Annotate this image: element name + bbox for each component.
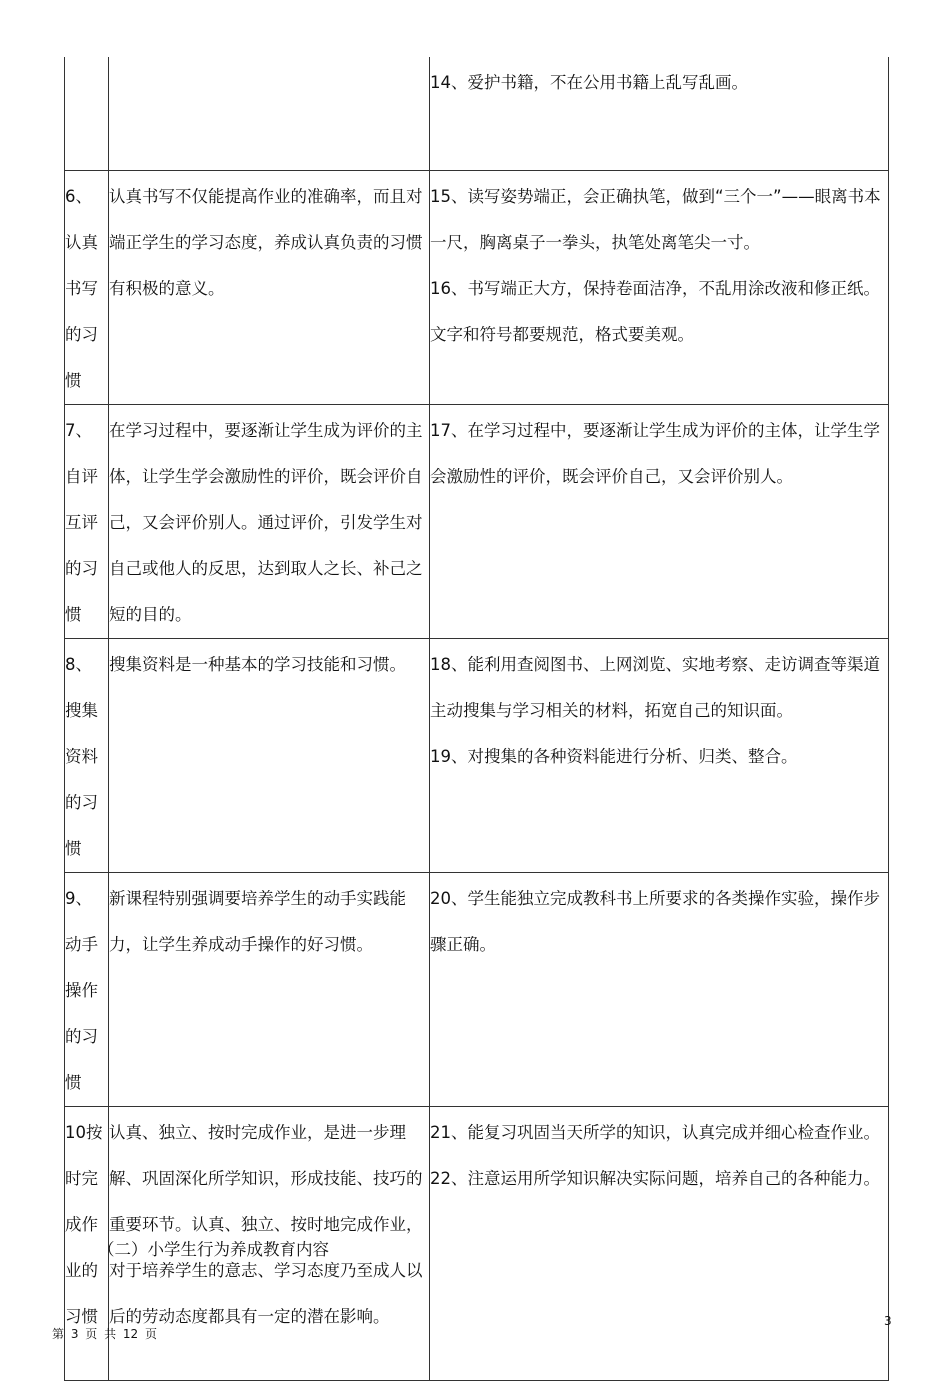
explanation-cell: 搜集资料是一种基本的学习技能和习惯。	[109, 638, 430, 872]
explanation-cell: 新课程特别强调要培养学生的动手实践能力，让学生养成动手操作的好习惯。	[109, 872, 430, 1106]
page-footer: 第 3 页 共 12 页	[52, 1327, 157, 1341]
requirement-item: 19、对搜集的各种资料能进行分析、归类、整合。	[430, 746, 798, 766]
requirement-item: 22、注意运用所学知识解决实际问题，培养自己的各种能力。	[430, 1168, 880, 1188]
requirement-item: 20、学生能独立完成教科书上所要求的各类操作实验，操作步骤正确。	[430, 888, 880, 954]
requirement-item: 18、能利用查阅图书、上网浏览、实地考察、走访调查等渠道主动搜集与学习相关的材料，拓宽自己的知识面。	[430, 654, 880, 720]
requirements-cell	[430, 872, 889, 1106]
table-row	[65, 404, 889, 638]
page-number: 3	[884, 1314, 892, 1328]
requirements-cell	[430, 638, 889, 872]
requirements-cell	[430, 57, 889, 170]
habit-cell: 7、自评互评的习惯	[65, 404, 109, 638]
explanation-cell: 认真、独立、按时完成作业，是进一步理解、巩固深化所学知识，形成技能、技巧的重要环节。认真、独立、按时地完成作业，对于培养学生的意志、学习态度乃至成人以后的劳动态度都具有一定的潜在影响。	[109, 1106, 430, 1380]
requirements-cell	[430, 1106, 889, 1380]
explanation-cell	[109, 57, 430, 170]
habit-cell: 8、搜集资料的习惯	[65, 638, 109, 872]
habit-cell: 9、动手操作的习惯	[65, 872, 109, 1106]
requirements-cell	[430, 404, 889, 638]
explanation-cell: 在学习过程中，要逐渐让学生成为评价的主体，让学生学会激励性的评价，既会评价自己，又会评价别人。通过评价，引发学生对自己或他人的反思，达到取人之长、补己之短的目的。	[109, 404, 430, 638]
habits-table	[64, 57, 889, 1381]
table-row	[65, 170, 889, 404]
requirement-item: 17、在学习过程中，要逐渐让学生成为评价的主体，让学生学会激励性的评价，既会评价自己，又会评价别人。	[430, 420, 880, 486]
requirement-item: 21、能复习巩固当天所学的知识，认真完成并细心检查作业。	[430, 1122, 880, 1142]
requirement-item: 14、爱护书籍，不在公用书籍上乱写乱画。	[430, 73, 748, 92]
habit-cell	[65, 57, 109, 170]
table-row	[65, 57, 889, 170]
habit-cell: 6、认真书写的习惯	[65, 170, 109, 404]
explanation-cell: 认真书写不仅能提高作业的准确率，而且对端正学生的学习态度，养成认真负责的习惯有积极的意义。	[109, 170, 430, 404]
requirement-item: 15、读写姿势端正，会正确执笔，做到“三个一”——眼离书本一尺，胸离桌子一拳头，执笔处离笔尖一寸。	[430, 186, 881, 252]
table-row	[65, 638, 889, 872]
table-row	[65, 872, 889, 1106]
requirements-cell	[430, 170, 889, 404]
habit-cell: 10按时完成作业的习惯	[65, 1106, 109, 1380]
requirement-item: 16、书写端正大方，保持卷面洁净，不乱用涂改液和修正纸。文字和符号都要规范，格式要美观。	[430, 278, 880, 344]
section-heading: （二）小学生行为养成教育内容	[98, 1240, 329, 1259]
